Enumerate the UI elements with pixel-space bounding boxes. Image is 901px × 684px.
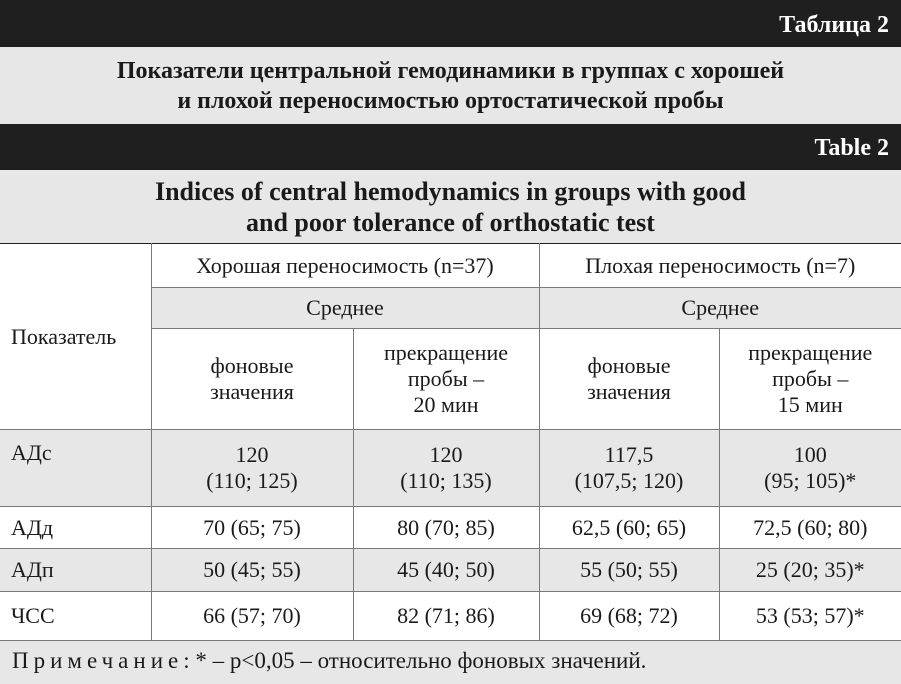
- table-cell: 120 (110; 125): [151, 430, 353, 507]
- data-table: [0, 243, 901, 641]
- note-text: : * – p<0,05 – относительно фоновых значений.: [183, 648, 647, 673]
- table-cell: 80 (70; 85): [353, 507, 539, 549]
- table-cell: 82 (71; 86): [353, 592, 539, 641]
- mean-poor-header: Среднее: [539, 288, 901, 329]
- ru-title-line: Показатели центральной гемодинамики в группах с хорошей: [116, 57, 785, 84]
- en-table-title: [0, 170, 901, 243]
- table-cell: 100 (95; 105)*: [719, 430, 901, 507]
- row-label: АДп: [0, 549, 151, 592]
- en-title-line: Indices of central hemodynamics in groups with good: [154, 176, 747, 206]
- poor-baseline-header: фоновые значения: [539, 329, 719, 430]
- table-cell: 45 (40; 50): [353, 549, 539, 592]
- table-row: [0, 592, 901, 641]
- table-cell: 70 (65; 75): [151, 507, 353, 549]
- note-prefix: Примечание: [12, 648, 184, 673]
- ru-table-title: [0, 47, 901, 124]
- row-label: АДс: [0, 430, 151, 507]
- indicator-header: Показатель: [0, 244, 151, 430]
- table-cell: 69 (68; 72): [539, 592, 719, 641]
- table-cell: 66 (57; 70): [151, 592, 353, 641]
- row-label: АДд: [0, 507, 151, 549]
- ru-table-label: Таблица 2: [0, 0, 901, 47]
- table-cell: 25 (20; 35)*: [719, 549, 901, 592]
- en-table-label: Table 2: [0, 124, 901, 170]
- mean-good-header: Среднее: [151, 288, 539, 329]
- table-row: [0, 430, 901, 507]
- table-cell: 50 (45; 55): [151, 549, 353, 592]
- ru-title-line: и плохой переносимостью ортостатической пробы: [177, 87, 724, 114]
- table-note: [0, 640, 901, 684]
- table-cell: 120 (110; 135): [353, 430, 539, 507]
- table-cell: 53 (53; 57)*: [719, 592, 901, 641]
- en-title-line: and poor tolerance of orthostatic test: [246, 207, 655, 237]
- good-baseline-header: фоновые значения: [151, 329, 353, 430]
- table-cell: 62,5 (60; 65): [539, 507, 719, 549]
- row-label: ЧСС: [0, 592, 151, 641]
- table-cell: 117,5 (107,5; 120): [539, 430, 719, 507]
- group-poor-header: Плохая переносимость (n=7): [539, 244, 901, 288]
- poor-termination-header: прекращение пробы – 15 мин: [719, 329, 901, 430]
- group-good-header: Хорошая переносимость (n=37): [151, 244, 539, 288]
- table-row: [0, 549, 901, 592]
- table-cell: 72,5 (60; 80): [719, 507, 901, 549]
- table-cell: 55 (50; 55): [539, 549, 719, 592]
- table-row: [0, 507, 901, 549]
- good-termination-header: прекращение пробы – 20 мин: [353, 329, 539, 430]
